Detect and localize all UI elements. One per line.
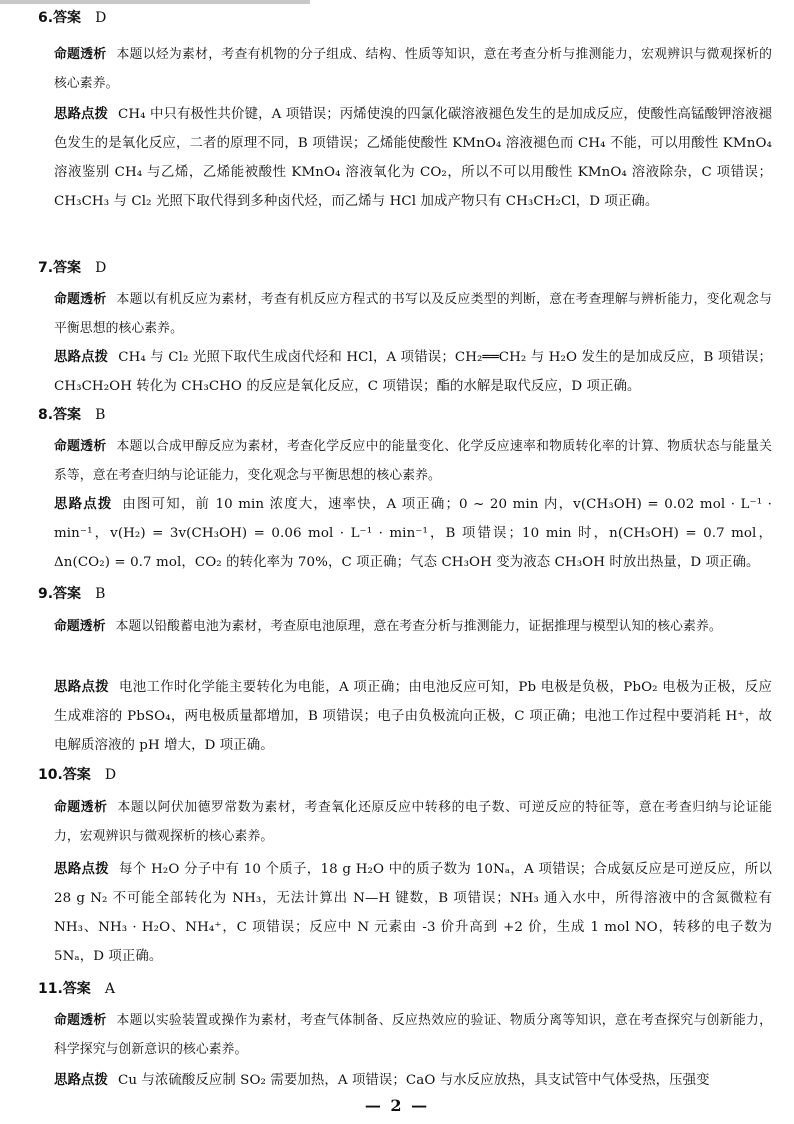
hint-text: CH₄ 与 Cl₂ 光照下取代生成卤代烃和 HCl，A 项错误；CH₂══CH₂ 与 H₂O 发生的是加成反应，B 项错误；CH₃CH₂OH 转化为 CH₃CHO 的反应是氧化反应，C 项错误；酯的水解是取代反应，D 项正确。 <box>54 350 773 394</box>
question-number: 8. <box>38 407 54 423</box>
answer-value: D <box>104 767 117 783</box>
hint-text: 由图可知，前 10 min 浓度大，速率快，A 项正确；0 ~ 20 min 内，v(CH₃OH) = 0.02 mol · L⁻¹ · min⁻¹，v(H₂) = 3v(CH₃OH) = 0.06 mol · L⁻¹ · min⁻¹，B 项错误；10 min 时，n(CH₃OH) = 0.7 mol，Δn(CO₂) = 0.7 mol，CO₂ 的转化率为 70%，C 项正确；气态 CH₃OH 变为液态 CH₃OH 时放出热量，D 项正确。 <box>54 497 772 570</box>
answer-label: 答案 <box>53 407 82 423</box>
analysis-label: 命题透析 <box>54 1013 107 1028</box>
analysis-text: 本题以实验装置或操作为素材，考查气体制备、反应热效应的验证、物质分离等知识，意在考查探究与创新能力，科学探究与创新意识的核心素养。 <box>54 1013 773 1057</box>
question-7-header <box>38 258 106 278</box>
hint-label: 思路点拨 <box>54 680 110 695</box>
question-6-hint <box>54 100 772 216</box>
question-6-header <box>38 8 106 28</box>
question-6-analysis <box>54 40 772 98</box>
hint-text: 每个 H₂O 分子中有 10 个质子，18 g H₂O 中的质子数为 10Nₐ，A 项错误；合成氨反应是可逆反应，所以 28 g N₂ 不可能全部转化为 NH₃，无法计算出 N—H 键数，B 项错误；NH₃ 通入水中，所得溶液中的含氮微粒有 NH₃、NH₃ · H₂O、NH₄⁺，C 项错误；反应中 N 元素由 -3 价升高到 +2 价，生成 1 mol NO，转移的电子数为 5Nₐ，D 项正确。 <box>54 862 772 964</box>
question-number: 9. <box>38 586 54 602</box>
analysis-label: 命题透析 <box>54 439 107 454</box>
analysis-label: 命题透析 <box>54 619 106 634</box>
answer-label: 答案 <box>53 260 82 276</box>
question-11-header <box>38 979 115 999</box>
hint-label: 思路点拨 <box>54 350 109 365</box>
question-number: 11. <box>38 981 63 997</box>
question-10-analysis <box>54 793 772 851</box>
analysis-label: 命题透析 <box>54 292 107 307</box>
answer-value: B <box>95 586 106 602</box>
question-10-hint <box>54 855 772 971</box>
analysis-text: 本题以有机反应为素材，考查有机反应方程式的书写以及反应类型的判断，意在考查理解与辨析能力，变化观念与平衡思想的核心素养。 <box>54 292 773 336</box>
question-9-header <box>38 584 105 604</box>
page-number: — 2 — <box>364 1096 430 1115</box>
question-11-analysis <box>54 1006 772 1064</box>
question-11-hint <box>54 1066 772 1095</box>
question-7-hint <box>54 343 772 401</box>
question-number: 10. <box>38 767 63 783</box>
hint-label: 思路点拨 <box>54 107 109 122</box>
analysis-text: 本题以铅酸蓄电池为素材，考查原电池原理，意在考查分析与推测能力，证据推理与模型认知的核心素养。 <box>115 619 722 634</box>
answer-label: 答案 <box>53 586 82 602</box>
question-number: 6. <box>38 10 54 26</box>
question-8-hint <box>54 490 772 577</box>
answer-label: 答案 <box>62 767 91 783</box>
question-8-analysis <box>54 432 772 490</box>
analysis-text: 本题以阿伏加德罗常数为素材，考查氧化还原反应中转移的电子数、可逆反应的特征等，意在考查归纳与论证能力，宏观辨识与微观探析的核心素养。 <box>54 800 772 844</box>
question-9-analysis <box>54 612 772 641</box>
hint-label: 思路点拨 <box>54 862 110 877</box>
answer-value: B <box>95 407 106 423</box>
answer-label: 答案 <box>53 10 82 26</box>
question-9-hint <box>54 673 772 760</box>
question-7-analysis <box>54 285 772 343</box>
analysis-text: 本题以烃为素材，考查有机物的分子组成、结构、性质等知识，意在考查分析与推测能力，宏观辨识与微观探析的核心素养。 <box>54 47 773 91</box>
hint-text: Cu 与浓硫酸反应制 SO₂ 需要加热，A 项错误；CaO 与水反应放热，具支试管中气体受热，压强变 <box>117 1073 710 1088</box>
hint-text: CH₄ 中只有极性共价键，A 项错误；丙烯使溴的四氯化碳溶液褪色发生的是加成反应，使酸性高锰酸钾溶液褪色发生的是氧化反应，二者的原理不同，B 项错误；乙烯能使酸性 KMnO₄ 溶液褪色而 CH₄ 不能，可以用酸性 KMnO₄ 溶液鉴别 CH₄ 与乙烯，乙烯能被酸性 KMnO₄ 溶液氧化为 CO₂，所以不可以用酸性 KMnO₄ 溶液除杂，C 项错误；CH₃CH₃ 与 Cl₂ 光照下取代得到多种卤代烃，而乙烯与 HCl 加成产物只有 CH₃CH₂Cl，D 项正确。 <box>54 107 773 209</box>
hint-label: 思路点拨 <box>54 1073 108 1088</box>
question-8-header <box>38 405 105 425</box>
analysis-text: 本题以合成甲醇反应为素材，考查化学反应中的能量变化、化学反应速率和物质转化率的计算、物质状态与能量关系等，意在考查归纳与论证能力，变化观念与平衡思想的核心素养。 <box>54 439 773 483</box>
top-decorative-rule <box>0 0 310 4</box>
hint-label: 思路点拨 <box>54 497 113 512</box>
question-10-header <box>38 765 116 785</box>
answer-value: D <box>95 10 107 26</box>
answer-value: A <box>104 981 115 997</box>
analysis-label: 命题透析 <box>54 47 107 62</box>
answer-label: 答案 <box>62 981 91 997</box>
analysis-label: 命题透析 <box>54 800 108 815</box>
answer-value: D <box>95 260 107 276</box>
hint-text: 电池工作时化学能主要转化为电能，A 项正确；由电池反应可知，Pb 电极是负极，PbO₂ 电极为正极，反应生成难溶的 PbSO₄，两电极质量都增加，B 项错误；电子由负极流向正极，C 项正确；电池工作过程中要消耗 H⁺，故电解质溶液的 pH 增大，D 项正确。 <box>54 680 772 753</box>
question-number: 7. <box>38 260 54 276</box>
